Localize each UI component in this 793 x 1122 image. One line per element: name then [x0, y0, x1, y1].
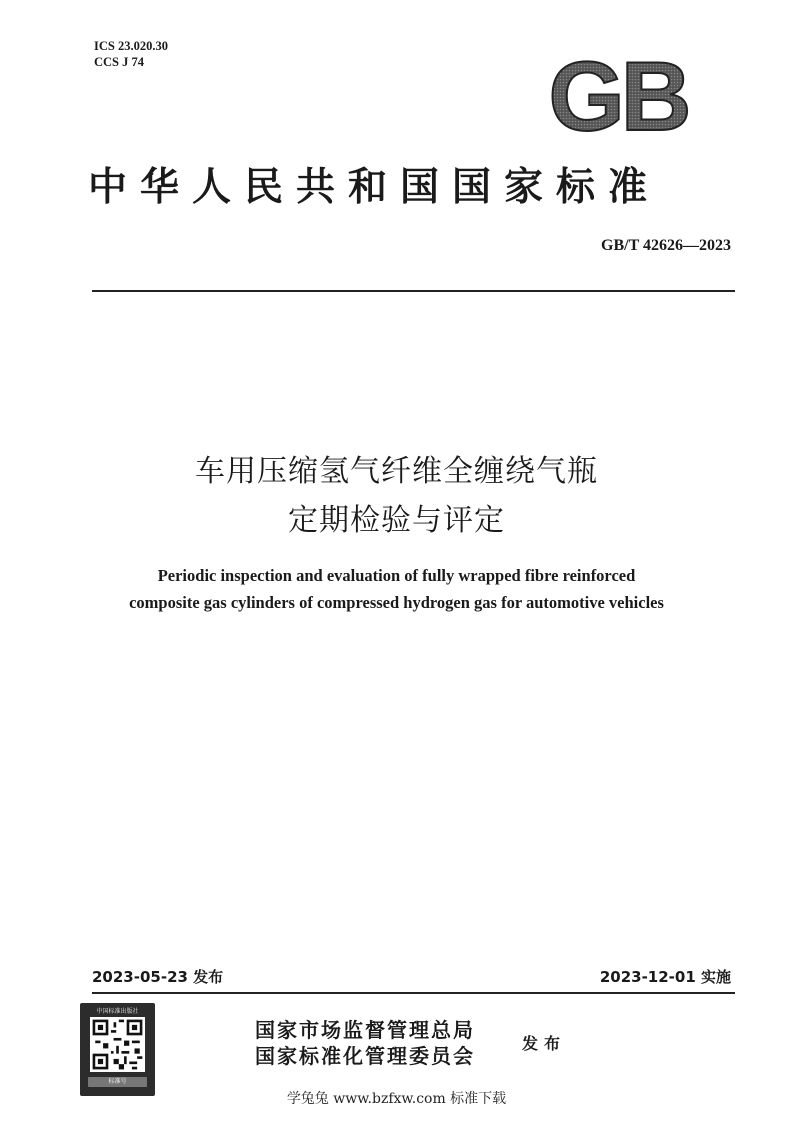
gb-logo-text: GB	[548, 54, 688, 140]
ics-code: ICS 23.020.30	[94, 39, 168, 53]
en-title-line2: composite gas cylinders of compressed hydrogen gas for automotive vehicles	[129, 593, 664, 612]
issuer-samr: 国家市场监督管理总局	[255, 1018, 475, 1042]
bottom-divider	[92, 992, 735, 994]
implementation-date: 2023-12-01 实施	[599, 968, 731, 986]
cn-title-line1: 车用压缩氢气纤维全缠绕气瓶	[195, 454, 598, 489]
ccs-code: CCS J 74	[94, 55, 145, 69]
cn-title-line2: 定期检验与评定	[288, 503, 505, 538]
classification-codes	[94, 38, 168, 70]
standard-number: GB/T 42626—2023	[601, 237, 731, 254]
publish-label: 发布	[522, 1034, 567, 1053]
national-standard-heading: 中华人民共和国国家标准	[88, 164, 661, 210]
top-divider	[92, 290, 735, 292]
issuer-sac: 国家标准化管理委员会	[255, 1044, 475, 1068]
issue-date: 2023-05-23 发布	[92, 968, 224, 986]
qr-code-panel[interactable]	[80, 1003, 155, 1096]
qr-foot-label: 标准号	[88, 1077, 147, 1087]
gb-logo	[538, 54, 698, 140]
qr-publisher-label: 中国标准出版社	[96, 1008, 139, 1015]
footer-watermark: 学兔兔 www.bzfxw.com 标准下载	[286, 1091, 507, 1107]
qr-code-icon	[90, 1017, 145, 1072]
en-title-line1: Periodic inspection and evaluation of fully wrapped fibre reinforced	[157, 566, 636, 585]
